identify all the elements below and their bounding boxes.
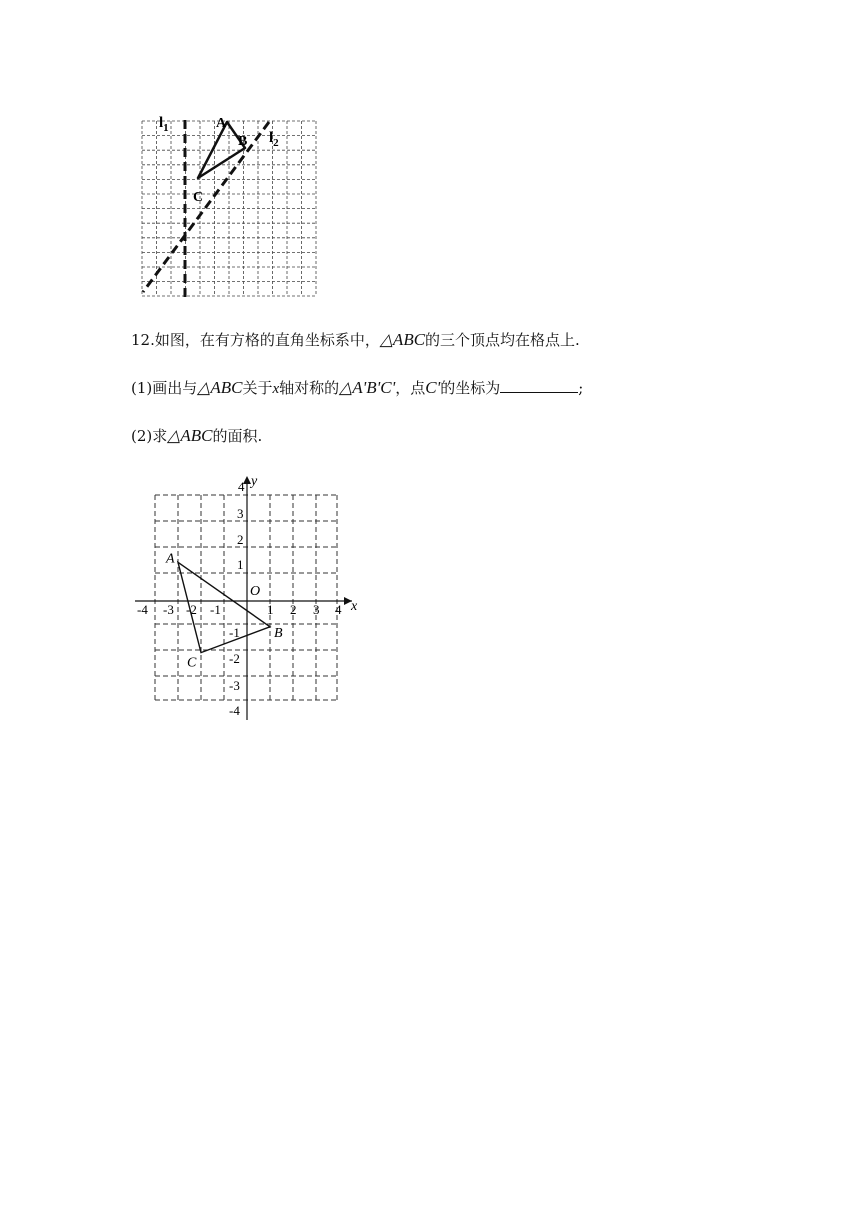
coordinate-figure-2 xyxy=(130,470,370,728)
y-tick-label: -3 xyxy=(229,678,240,693)
problem-intro: 12.如图，在有方格的直角坐标系中，△ABC的三个顶点均在格点上. xyxy=(131,330,580,349)
y-tick-label: 1 xyxy=(237,557,244,572)
vertex-label-c: C xyxy=(187,655,197,671)
grid-figure-1 xyxy=(135,112,325,304)
x-tick-label: -2 xyxy=(186,602,197,617)
x-tick-label: -1 xyxy=(210,602,221,617)
line-l2 xyxy=(143,122,269,292)
y-tick-label: -2 xyxy=(229,651,240,666)
y-tick-label: -1 xyxy=(229,625,240,640)
grid-2-lines xyxy=(155,495,337,700)
x-tick-label: -3 xyxy=(163,602,174,617)
y-tick-label: 4 xyxy=(238,479,245,494)
x-tick-label: 2 xyxy=(290,602,297,617)
problem-part-1: (1)画出与△ABC关于x轴对称的△A'B'C'，点C'的坐标为 ; xyxy=(131,378,584,397)
label-c-1: C xyxy=(193,190,204,205)
x-tick-label: -4 xyxy=(137,602,148,617)
label-a-1: A xyxy=(216,116,227,131)
label-b-1: B xyxy=(238,134,248,149)
y-tick-label: 2 xyxy=(237,532,244,547)
y-axis-label: y xyxy=(251,474,258,489)
x-tick-label: 3 xyxy=(313,602,320,617)
problem-part-2: (2)求△ABC的面积. xyxy=(131,426,263,445)
y-tick-label: -4 xyxy=(229,703,240,718)
label-l1: $l_1$ xyxy=(159,115,169,134)
x-axis-label: x xyxy=(351,599,358,614)
grid-1-lines xyxy=(142,121,316,296)
vertex-label-b: B xyxy=(274,625,283,641)
vertex-label-a: A xyxy=(166,551,175,567)
y-tick-label: 3 xyxy=(237,506,244,521)
x-tick-label: 1 xyxy=(267,602,274,617)
answer-blank[interactable] xyxy=(500,378,578,393)
origin-label: O xyxy=(250,584,261,599)
x-tick-label: 4 xyxy=(335,602,342,617)
label-l2: $l_2$ xyxy=(269,130,279,149)
